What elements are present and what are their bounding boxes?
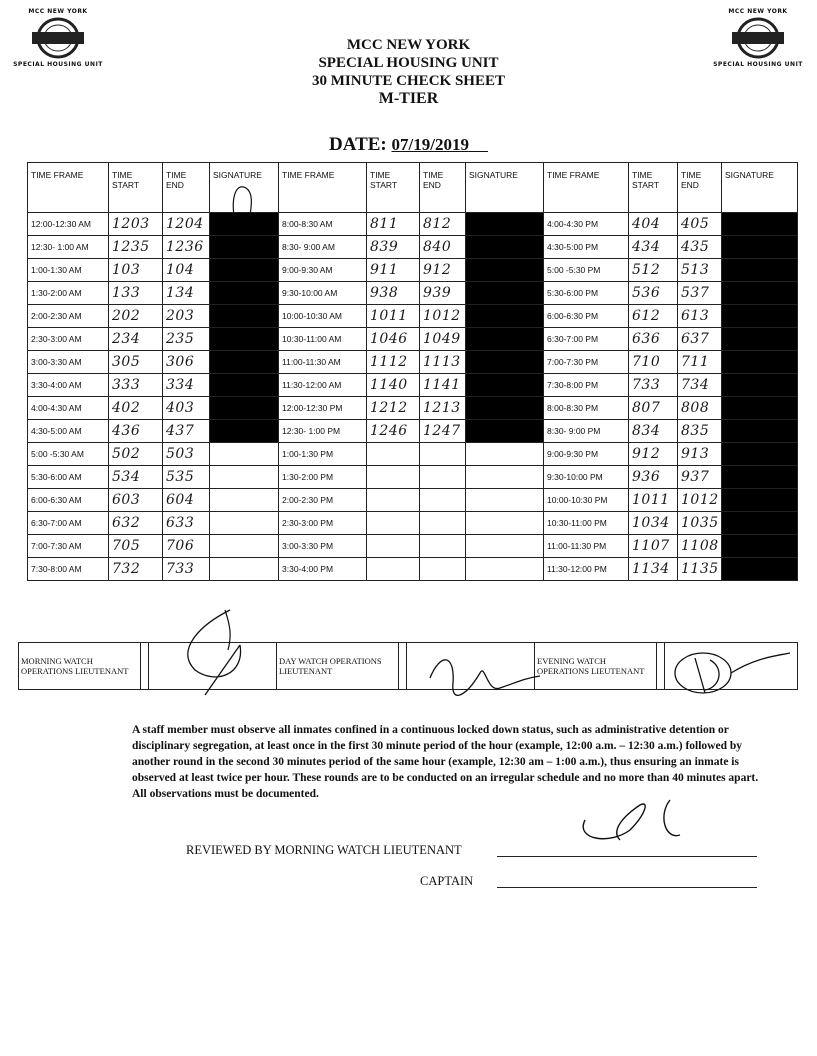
signature-cell[interactable] (210, 466, 279, 489)
table-row (28, 282, 798, 305)
col-time-start: TIME START (109, 163, 163, 213)
signature-cell[interactable] (466, 466, 544, 489)
time-frame-cell: 10:00-10:30 PM (544, 489, 629, 512)
table-row (28, 443, 798, 466)
signature-cell[interactable] (722, 351, 798, 374)
time-end-cell: 1049 (420, 328, 466, 351)
document-header (0, 36, 817, 108)
table-row (28, 512, 798, 535)
time-frame-cell: 2:30-3:00 PM (279, 512, 367, 535)
time-start-cell: 404 (629, 213, 678, 236)
time-frame-cell: 8:30- 9:00 AM (279, 236, 367, 259)
time-end-cell: 808 (678, 397, 722, 420)
time-end-cell: 104 (163, 259, 210, 282)
time-start-cell: 938 (367, 282, 420, 305)
time-end-cell: 1113 (420, 351, 466, 374)
time-start-cell: 732 (109, 558, 163, 581)
date-line (0, 134, 817, 156)
signature-cell[interactable] (722, 305, 798, 328)
time-end-cell: 437 (163, 420, 210, 443)
time-frame-cell: 4:00-4:30 AM (28, 397, 109, 420)
time-start-cell: 305 (109, 351, 163, 374)
time-start-cell: 834 (629, 420, 678, 443)
time-start-cell: 1212 (367, 397, 420, 420)
logo-bottom-text: SPECIAL HOUSING UNIT (713, 61, 803, 68)
table-row (28, 213, 798, 236)
col-time-start: TIME START (367, 163, 420, 213)
time-end-cell: 1213 (420, 397, 466, 420)
time-end-cell: 503 (163, 443, 210, 466)
time-start-cell: 1140 (367, 374, 420, 397)
signature-cell[interactable] (466, 305, 544, 328)
signature-cell[interactable] (722, 466, 798, 489)
time-start-cell: 202 (109, 305, 163, 328)
time-end-cell: 1141 (420, 374, 466, 397)
time-start-cell: 911 (367, 259, 420, 282)
evening-signature-scribble (665, 648, 795, 703)
time-frame-cell: 7:00-7:30 PM (544, 351, 629, 374)
time-frame-cell: 1:00-1:30 AM (28, 259, 109, 282)
time-frame-cell: 3:30-4:00 AM (28, 374, 109, 397)
time-end-cell (420, 558, 466, 581)
header-line-3: 30 MINUTE CHECK SHEET (312, 73, 505, 89)
time-start-cell: 1203 (109, 213, 163, 236)
time-frame-cell: 10:30-11:00 PM (544, 512, 629, 535)
time-frame-cell: 3:30-4:00 PM (279, 558, 367, 581)
time-frame-cell: 5:30-6:00 AM (28, 466, 109, 489)
day-lieutenant-label: DAY WATCH OPERATIONS LIEUTENANT (277, 643, 399, 690)
time-end-cell: 1135 (678, 558, 722, 581)
time-start-cell: 705 (109, 535, 163, 558)
time-frame-cell: 4:00-4:30 PM (544, 213, 629, 236)
time-start-cell (367, 443, 420, 466)
signature-cell[interactable] (210, 259, 279, 282)
time-start-cell: 733 (629, 374, 678, 397)
time-frame-cell: 3:00-3:30 PM (279, 535, 367, 558)
captain-line[interactable] (497, 887, 757, 888)
time-start-cell: 1011 (629, 489, 678, 512)
signature-cell[interactable] (466, 282, 544, 305)
time-start-cell: 512 (629, 259, 678, 282)
time-frame-cell: 7:30-8:00 AM (28, 558, 109, 581)
time-start-cell (367, 512, 420, 535)
time-start-cell: 436 (109, 420, 163, 443)
col-time-end: TIME END (420, 163, 466, 213)
time-frame-cell: 6:00-6:30 PM (544, 305, 629, 328)
time-frame-cell: 1:30-2:00 AM (28, 282, 109, 305)
signature-cell[interactable] (210, 535, 279, 558)
time-end-cell: 711 (678, 351, 722, 374)
time-frame-cell: 8:00-8:30 PM (544, 397, 629, 420)
signature-cell[interactable] (722, 397, 798, 420)
signature-cell[interactable] (722, 512, 798, 535)
table-row (28, 535, 798, 558)
col-signature: SIGNATURE (210, 163, 279, 213)
time-frame-cell: 2:00-2:30 PM (279, 489, 367, 512)
signature-cell[interactable] (210, 512, 279, 535)
signature-cell[interactable] (466, 328, 544, 351)
time-end-cell: 306 (163, 351, 210, 374)
time-frame-cell: 11:30-12:00 PM (544, 558, 629, 581)
time-frame-cell: 12:00-12:30 PM (279, 397, 367, 420)
time-frame-cell: 12:30- 1:00 AM (28, 236, 109, 259)
signature-cell[interactable] (466, 535, 544, 558)
col-signature: SIGNATURE (722, 163, 798, 213)
time-frame-cell: 4:30-5:00 AM (28, 420, 109, 443)
time-frame-cell: 5:00 -5:30 AM (28, 443, 109, 466)
time-frame-cell: 9:00-9:30 PM (544, 443, 629, 466)
time-end-cell: 537 (678, 282, 722, 305)
time-frame-cell: 10:00-10:30 AM (279, 305, 367, 328)
time-frame-cell: 11:00-11:30 AM (279, 351, 367, 374)
time-frame-cell: 5:00 -5:30 PM (544, 259, 629, 282)
time-end-cell: 812 (420, 213, 466, 236)
signature-cell[interactable] (722, 282, 798, 305)
header-line-1: MCC NEW YORK (346, 37, 471, 53)
time-start-cell: 1235 (109, 236, 163, 259)
table-row (28, 328, 798, 351)
time-frame-cell: 11:00-11:30 PM (544, 535, 629, 558)
signature-cell[interactable] (722, 443, 798, 466)
time-start-cell: 811 (367, 213, 420, 236)
col-time-start: TIME START (629, 163, 678, 213)
morning-signature-scribble (170, 605, 280, 700)
time-end-cell: 840 (420, 236, 466, 259)
time-start-cell: 612 (629, 305, 678, 328)
signature-cell[interactable] (722, 374, 798, 397)
signature-cell[interactable] (466, 443, 544, 466)
time-start-cell: 936 (629, 466, 678, 489)
time-end-cell: 913 (678, 443, 722, 466)
time-end-cell: 835 (678, 420, 722, 443)
time-start-cell: 710 (629, 351, 678, 374)
table-row (28, 558, 798, 581)
signature-cell[interactable] (722, 489, 798, 512)
time-start-cell (367, 535, 420, 558)
time-end-cell: 1035 (678, 512, 722, 535)
time-end-cell (420, 489, 466, 512)
time-start-cell: 912 (629, 443, 678, 466)
time-start-cell (367, 489, 420, 512)
signature-cell[interactable] (210, 282, 279, 305)
time-frame-cell: 8:00-8:30 AM (279, 213, 367, 236)
signature-cell[interactable] (466, 213, 544, 236)
col-time-end: TIME END (678, 163, 722, 213)
time-end-cell: 203 (163, 305, 210, 328)
time-end-cell (420, 535, 466, 558)
time-frame-cell: 10:30-11:00 AM (279, 328, 367, 351)
header-line-2: SPECIAL HOUSING UNIT (318, 55, 499, 71)
signature-cell[interactable] (466, 397, 544, 420)
time-frame-cell: 6:30-7:00 PM (544, 328, 629, 351)
divider (657, 643, 665, 690)
col-time-frame: TIME FRAME (544, 163, 629, 213)
logo-top-text: MCC NEW YORK (728, 8, 788, 15)
signature-cell[interactable] (210, 558, 279, 581)
signature-cell[interactable] (210, 374, 279, 397)
time-frame-cell: 9:30-10:00 PM (544, 466, 629, 489)
notice-signature-scribble (570, 785, 700, 855)
time-start-cell: 234 (109, 328, 163, 351)
time-start-cell: 434 (629, 236, 678, 259)
time-end-cell: 1108 (678, 535, 722, 558)
time-end-cell: 733 (163, 558, 210, 581)
table-row (28, 259, 798, 282)
header-tier: M-TIER (378, 90, 439, 107)
col-time-frame: TIME FRAME (279, 163, 367, 213)
time-end-cell: 535 (163, 466, 210, 489)
signature-cell[interactable] (466, 374, 544, 397)
time-start-cell: 636 (629, 328, 678, 351)
time-end-cell: 1204 (163, 213, 210, 236)
table-row (28, 236, 798, 259)
signature-cell[interactable] (722, 236, 798, 259)
time-end-cell: 937 (678, 466, 722, 489)
time-frame-cell: 9:30-10:00 AM (279, 282, 367, 305)
reviewed-by-label: REVIEWED BY MORNING WATCH LIEUTENANT (186, 843, 462, 857)
time-start-cell (367, 466, 420, 489)
signature-cell[interactable] (210, 236, 279, 259)
time-end-cell: 912 (420, 259, 466, 282)
time-end-cell: 734 (678, 374, 722, 397)
time-start-cell: 333 (109, 374, 163, 397)
logo-bottom-text: SPECIAL HOUSING UNIT (13, 61, 103, 68)
time-end-cell: 939 (420, 282, 466, 305)
signature-cell[interactable] (722, 259, 798, 282)
time-end-cell: 637 (678, 328, 722, 351)
time-frame-cell: 4:30-5:00 PM (544, 236, 629, 259)
time-start-cell: 1246 (367, 420, 420, 443)
time-frame-cell: 12:30- 1:00 PM (279, 420, 367, 443)
col-time-end: TIME END (163, 163, 210, 213)
table-header-row (28, 163, 798, 213)
time-end-cell: 633 (163, 512, 210, 535)
signature-cell[interactable] (722, 535, 798, 558)
time-end-cell: 513 (678, 259, 722, 282)
divider (399, 643, 407, 690)
time-start-cell: 1011 (367, 305, 420, 328)
time-frame-cell: 7:00-7:30 AM (28, 535, 109, 558)
time-frame-cell: 2:00-2:30 AM (28, 305, 109, 328)
time-end-cell: 134 (163, 282, 210, 305)
time-end-cell: 1012 (678, 489, 722, 512)
time-start-cell: 133 (109, 282, 163, 305)
time-end-cell: 403 (163, 397, 210, 420)
table-row (28, 374, 798, 397)
evening-lieutenant-label: EVENING WATCH OPERATIONS LIEUTENANT (535, 643, 657, 690)
signature-cell[interactable] (210, 328, 279, 351)
signature-cell[interactable] (210, 420, 279, 443)
day-signature-scribble (425, 648, 545, 708)
table-row (28, 466, 798, 489)
signature-cell[interactable] (722, 558, 798, 581)
time-start-cell: 807 (629, 397, 678, 420)
time-frame-cell: 8:30- 9:00 PM (544, 420, 629, 443)
signature-cell[interactable] (466, 351, 544, 374)
time-frame-cell: 1:00-1:30 PM (279, 443, 367, 466)
signature-cell[interactable] (210, 305, 279, 328)
time-end-cell (420, 512, 466, 535)
time-start-cell: 1046 (367, 328, 420, 351)
divider (141, 643, 149, 690)
signature-cell[interactable] (466, 259, 544, 282)
table-row (28, 351, 798, 374)
time-start-cell (367, 558, 420, 581)
signature-stroke (226, 178, 266, 218)
signature-cell[interactable] (466, 420, 544, 443)
table-row (28, 489, 798, 512)
table-row (28, 397, 798, 420)
time-start-cell: 839 (367, 236, 420, 259)
signature-cell[interactable] (722, 328, 798, 351)
time-end-cell: 405 (678, 213, 722, 236)
time-start-cell: 632 (109, 512, 163, 535)
time-frame-cell: 3:00-3:30 AM (28, 351, 109, 374)
time-start-cell: 103 (109, 259, 163, 282)
time-end-cell: 1236 (163, 236, 210, 259)
time-frame-cell: 12:00-12:30 AM (28, 213, 109, 236)
time-start-cell: 536 (629, 282, 678, 305)
time-start-cell: 1107 (629, 535, 678, 558)
time-start-cell: 502 (109, 443, 163, 466)
signature-cell[interactable] (466, 558, 544, 581)
time-end-cell (420, 443, 466, 466)
captain-label: CAPTAIN (420, 874, 474, 888)
time-end-cell: 613 (678, 305, 722, 328)
signature-cell[interactable] (722, 420, 798, 443)
table-body (28, 213, 798, 581)
notice-text: A staff member must observe all inmates confined in a continuous locked down status, such as administrative detention or disciplinary segregation, at least once in the first 30 minute period of the hour (example, 12:00 a.m. – 12:30 a.m.) followed by another round in the second 30 minutes period of the same hour (example, 12:30 am – 1:00 a.m.), thus ensuring an inmate is observed at least twice per hour. These rounds are to be conducted on an irregular schedule and no more than 40 minutes apart. All observations must be documented. (132, 724, 759, 800)
time-end-cell: 1012 (420, 305, 466, 328)
signature-cell[interactable] (210, 489, 279, 512)
reviewed-by-line[interactable] (497, 856, 757, 857)
time-frame-cell: 11:30-12:00 AM (279, 374, 367, 397)
time-start-cell: 402 (109, 397, 163, 420)
table-row (28, 420, 798, 443)
time-frame-cell: 5:30-6:00 PM (544, 282, 629, 305)
time-end-cell: 435 (678, 236, 722, 259)
date-value: 07/19/2019 (391, 135, 469, 154)
time-end-cell: 706 (163, 535, 210, 558)
col-time-frame: TIME FRAME (28, 163, 109, 213)
time-start-cell: 1112 (367, 351, 420, 374)
time-frame-cell: 2:30-3:00 AM (28, 328, 109, 351)
signature-cell[interactable] (466, 236, 544, 259)
time-start-cell: 534 (109, 466, 163, 489)
check-table (27, 162, 798, 581)
time-frame-cell: 6:00-6:30 AM (28, 489, 109, 512)
date-label: DATE: (329, 134, 387, 155)
signature-cell[interactable] (466, 512, 544, 535)
time-end-cell: 1247 (420, 420, 466, 443)
time-frame-cell: 6:30-7:00 AM (28, 512, 109, 535)
signature-cell[interactable] (210, 397, 279, 420)
time-start-cell: 603 (109, 489, 163, 512)
time-end-cell: 235 (163, 328, 210, 351)
time-end-cell: 604 (163, 489, 210, 512)
time-start-cell: 1134 (629, 558, 678, 581)
logo-top-text: MCC NEW YORK (28, 8, 88, 15)
time-frame-cell: 7:30-8:00 PM (544, 374, 629, 397)
time-end-cell (420, 466, 466, 489)
time-end-cell: 334 (163, 374, 210, 397)
table-row (28, 305, 798, 328)
signature-cell[interactable] (466, 489, 544, 512)
time-start-cell: 1034 (629, 512, 678, 535)
signature-cell[interactable] (210, 351, 279, 374)
col-signature: SIGNATURE (466, 163, 544, 213)
signature-cell[interactable] (722, 213, 798, 236)
signature-cell[interactable] (210, 443, 279, 466)
time-frame-cell: 1:30-2:00 PM (279, 466, 367, 489)
time-frame-cell: 9:00-9:30 AM (279, 259, 367, 282)
morning-lieutenant-label: MORNING WATCH OPERATIONS LIEUTENANT (19, 643, 141, 690)
